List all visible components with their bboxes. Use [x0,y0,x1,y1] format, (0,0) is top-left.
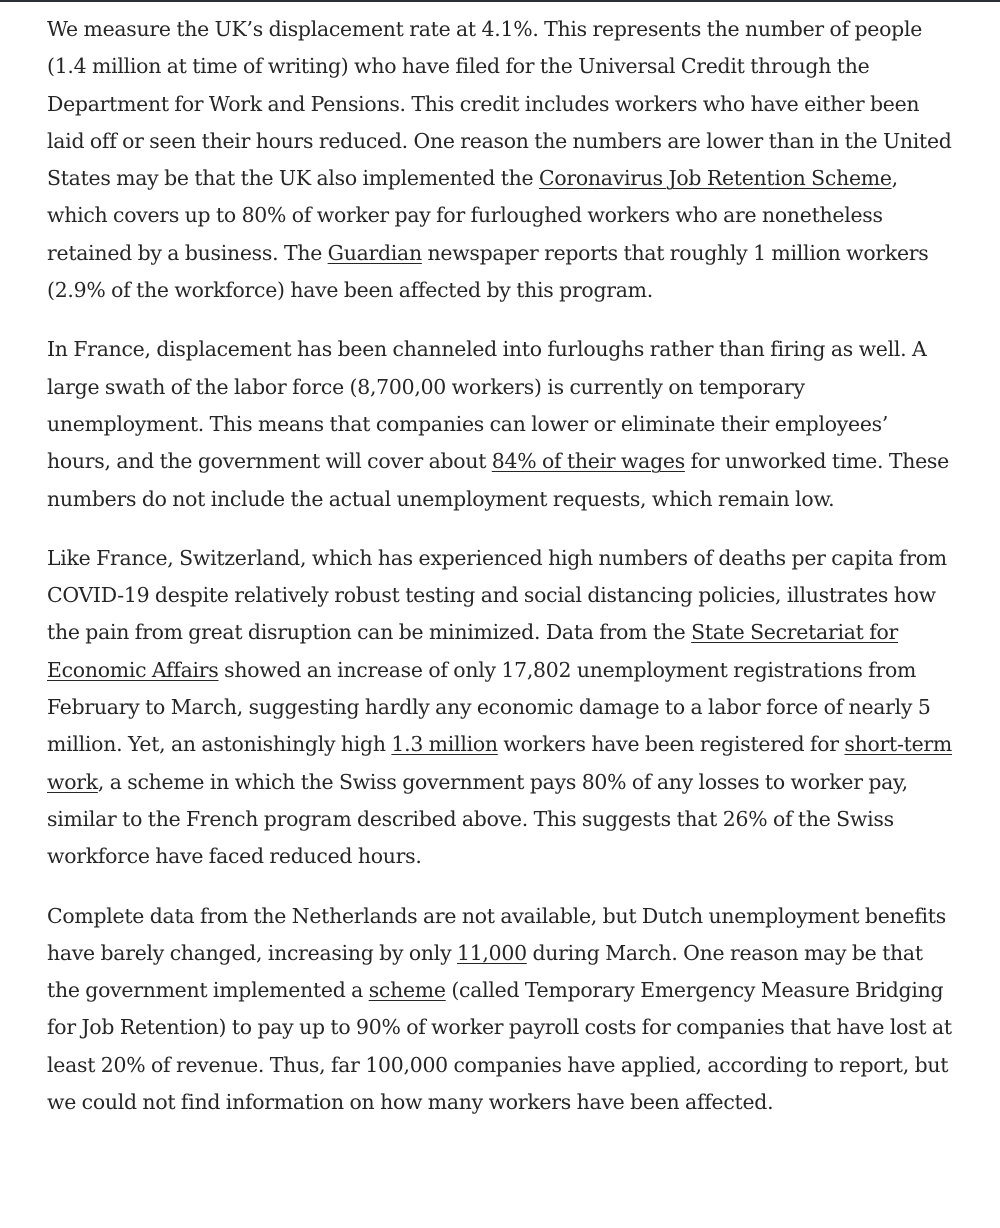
text: Complete data from the Netherlands are not available, but Dutch unemployment benefits have barely changed, increasing by only [47,903,946,965]
link-state-secretariat[interactable]: State Secretariat for Economic Affairs [47,620,899,682]
text: Like France, Switzerland, which has experienced high numbers of deaths per capita from COVID-19 despite relatively robust testing and social distancing policies, illustrates how the pain from great disruption can be minimized. Data from the [47,545,947,645]
text: In France, displacement has been channeled into furloughs rather than firing as well. A large swath of the labor force (8,700,00 workers) is currently on temporary unemployment. This means that companies can lower or eliminate their employees’ hours, and the government will cover about [47,337,927,474]
link-11000[interactable]: 11,000 [456,940,527,965]
text: (called Temporary Emergency Measure Bridging for Job Retention) to pay up to 90% of worker payroll costs for companies that have lost at least 20% of revenue. Thus, far 100,000 companies have applied, according to report, but we could not find information on how many workers have been affected. [47,978,952,1115]
paragraph-netherlands [47,898,957,1122]
link-coronavirus-job-retention-scheme[interactable]: Coronavirus Job Retention Scheme [539,166,892,191]
paragraph-france [47,331,957,517]
text: , which covers up to 80% of worker pay for furloughed workers who are nonetheless retained by a business. The [47,166,898,265]
text: , a scheme in which the Swiss government pays 80% of any losses to worker pay, similar to the French program described above. This suggests that 26% of the Swiss workforce have faced reduced hours. [47,769,908,869]
text: showed an increase of only 17,802 unemployment registrations from February to March, suggesting hardly any economic damage to a labor force of nearly 5 million. Yet, an astonishingly high [47,657,931,757]
paragraph-switzerland [47,540,957,876]
text: during March. One reason may be that the government implemented a [47,940,923,1003]
paragraph-uk [47,11,957,309]
link-guardian[interactable]: Guardian [327,240,422,265]
link-84-percent-wages[interactable]: 84% of their wages [491,449,685,474]
link-scheme[interactable]: scheme [368,978,446,1003]
text: workers have been registered for [497,732,845,757]
article-body [47,11,957,1143]
link-short-term-work[interactable]: short-term work [47,732,952,794]
text: newspaper reports that roughly 1 million workers (2.9% of the workforce) have been affected by this program. [47,240,929,303]
text: We measure the UK’s displacement rate at 4.1%. This represents the number of people (1.4 million at time of writing) who have filed for the Universal Credit through the Department for Work and Pensions. This credit includes workers who have either been laid off or seen their hours reduced. One reason the numbers are lower than in the United States may be that the UK also implemented the [47,17,952,191]
link-1-3-million[interactable]: 1.3 million [391,732,498,757]
text: for unworked time. These numbers do not include the actual unemployment requests, which remain low. [47,449,949,511]
